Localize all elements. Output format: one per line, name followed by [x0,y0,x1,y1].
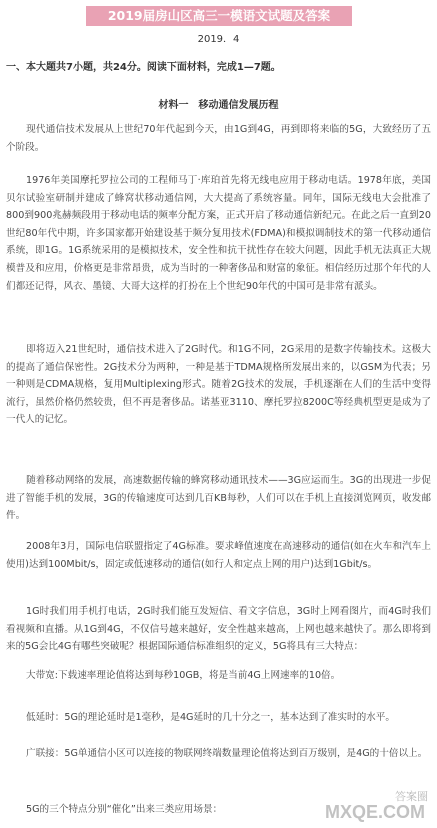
paragraph: 低延时：5G的理论延时是1毫秒，是4G延时的几十分之一，基本达到了准实时的水平。 [26,712,395,723]
paragraph: 2008年3月，国际电信联盟指定了4G标准。要求峰值速度在高速移动的通信(如在火车和汽车上使用)达到100Mbit/s，固定或低速移动的通信(如行人和定点上网的用户)达到1Gbit/s。 [6,541,431,570]
material-title: 材料一 移动通信发展历程 [158,100,279,111]
page-title: 2019届房山区高三一模语文试题及答案 [107,8,331,23]
paragraph: 大带宽:下载速率理论值将达到每秒10GB，将是当前4G上网速率的10倍。 [26,670,341,681]
watermark-bottom-text: MXQE.COM [325,802,426,822]
paragraph: 1976年美国摩托罗拉公司的工程师马丁·库珀首先将无线电应用于移动电话。1978年底，美国贝尔试验室研制并建成了蜂窝状移动通信网，大大提高了系统容量。同年，国际无线电大会批准了800到900兆赫频段用于移动电话的频率分配方案，正式开启了移动通信新纪元。在此之后一直到20世纪80年代中期，许多国家都开始建设基于频分复用技术(FDMA)和模拟调制技术的第一代移动通信系统，即1G。1G系统采用的是模拟技术，安全性和抗干扰性存在较大问题，因此手机无法真正大规模普及和应用，价格更是非常昂贵，成为当时的一种奢侈品和财富的象征。相信经历过那个年代的人们都还记得，风衣、墨镜、大哥大这样的打扮在上个世纪90年代的中国可是非常有派头。 [6,175,431,292]
paragraph: 广联接：5G单通信小区可以连接的物联网终端数量理论值将达到百万级别，是4G的十倍以上。 [26,748,428,759]
page-title-banner [86,6,352,26]
exam-date: 2019．4 [197,34,240,45]
paragraph: 随着移动网络的发展，高速数据传输的蜂窝移动通讯技术——3G应运而生。3G的出现进一步促进了智能手机的发展，3G的传输速度可达到几百KB每秒，人们可以在手机上直接浏览网页，收发邮件。 [6,475,431,522]
paragraph: 5G的三个特点分别“催化”出来三类应用场景： [26,804,223,815]
watermark-top-text: 答案圈 [395,791,428,803]
paragraph: 即将迈入21世纪时，通信技术进入了2G时代。和1G不同，2G采用的是数字传输技术。这极大的提高了通信保密性。2G技术分为两种，一种是基于TDMA规格所发展出来的，以GSM为代表；另一种则是CDMA规格，复用Multiplexing形式。随着2G技术的发展，手机逐渐在人们的生活中变得流行，虽然价格仍然较贵，但不再是奢侈品。诺基亚3110、摩托罗拉8200C等经典机型更是成为了一代人的记忆。 [6,344,431,426]
paragraph: 现代通信技术发展从上世纪70年代起到今天，由1G到4G，再到即将来临的5G，大致经历了五个阶段。 [6,124,431,153]
section-heading: 一、本大题共7小题，共24分。阅读下面材料，完成1—7题。 [6,62,281,73]
paragraph: 1G时我们用手机打电话，2G时我们能互发短信、看文字信息，3G时上网看图片，而4G时我们看视频和直播。从1G到4G，不仅信号越来越好，安全性越来越高，上网也越来越快了。那么即将到来的5G会比4G有哪些突破呢？根据国际通信标准组织的定义，5G将具有三大特点： [6,606,431,653]
